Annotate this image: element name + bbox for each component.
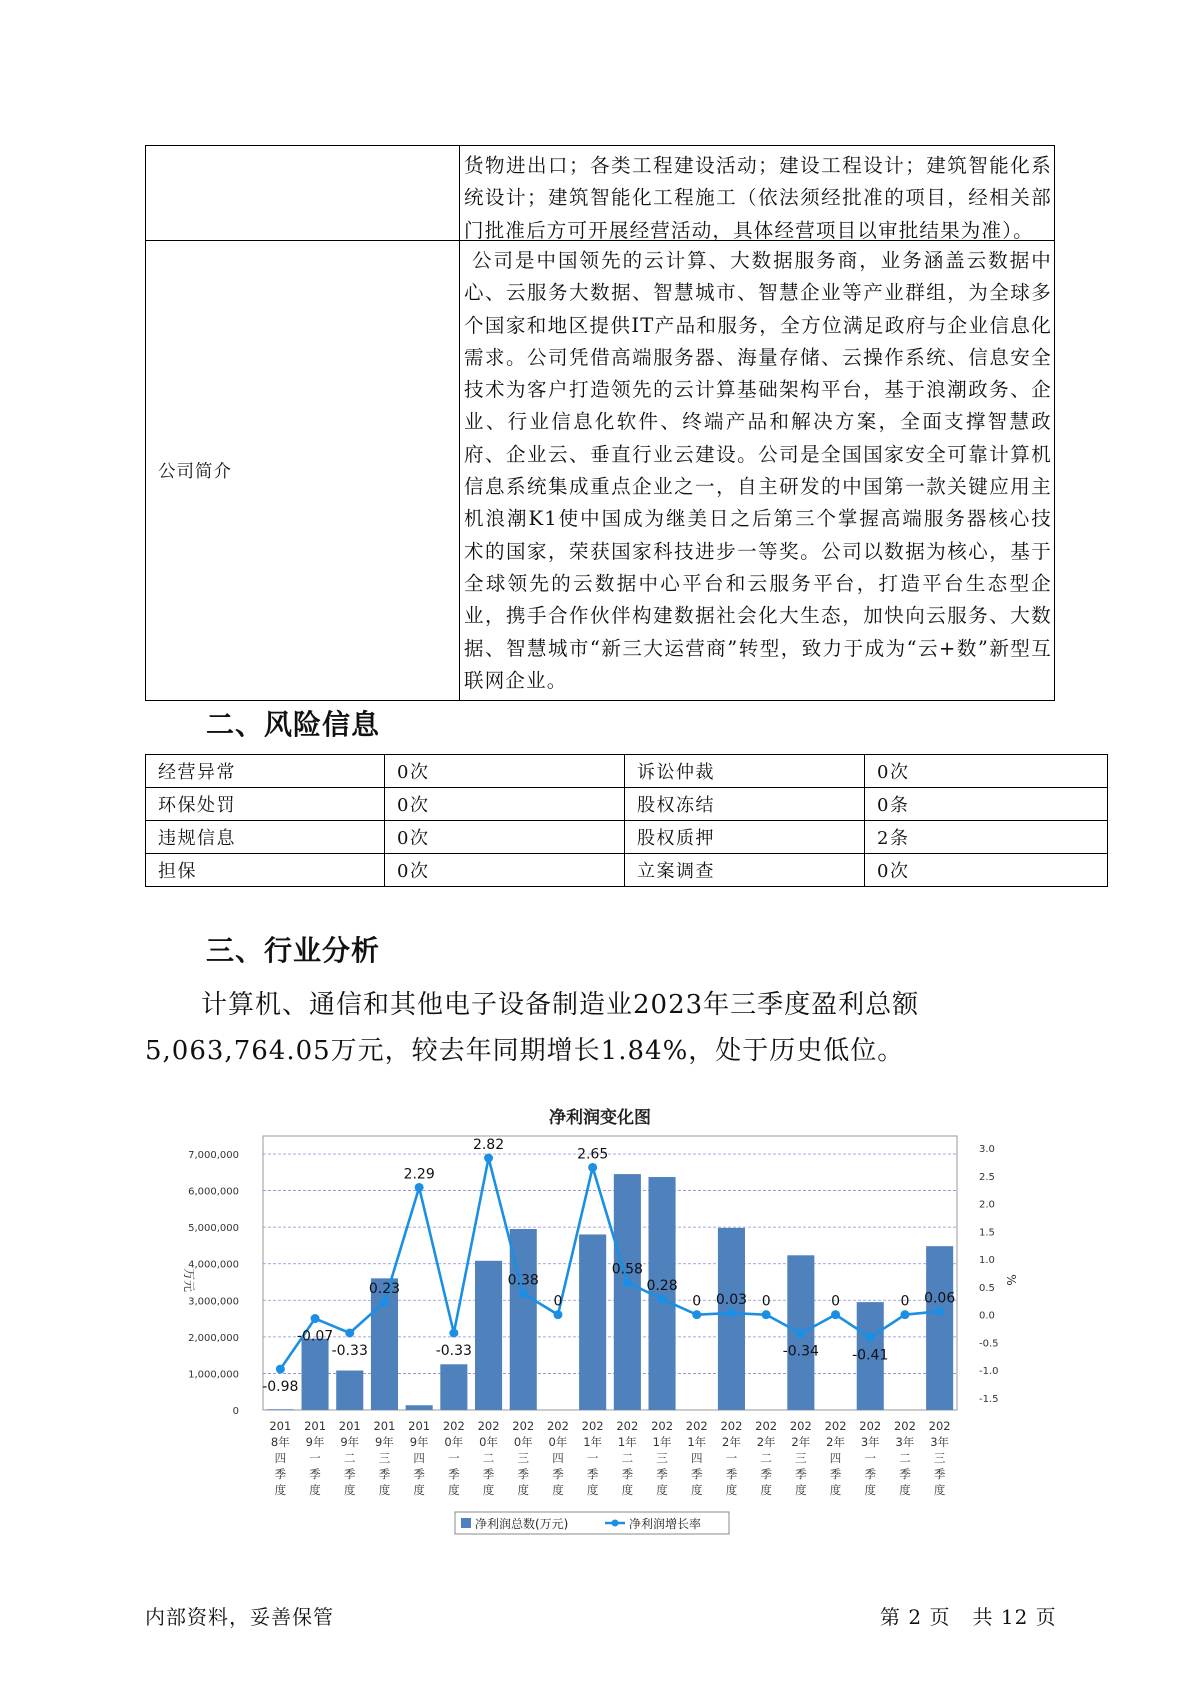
x-tick-label: 202 3年二季度	[893, 1419, 916, 1497]
data-label: 0	[761, 1293, 771, 1310]
growth-rate-point	[727, 1309, 736, 1318]
growth-rate-point	[553, 1310, 562, 1319]
growth-rate-point	[449, 1329, 458, 1338]
data-label: 0	[553, 1293, 563, 1310]
x-tick-label: 201 9年一季度	[304, 1419, 327, 1497]
risk-info-table	[145, 754, 1108, 887]
growth-rate-point	[762, 1310, 771, 1319]
x-tick-label: 202 3年三季度	[928, 1419, 951, 1497]
row-label: 公司简介	[146, 241, 460, 701]
y2-tick-label: -1.5	[979, 1394, 999, 1405]
risk-label: 经营异常	[146, 755, 385, 788]
risk-value: 0次	[385, 821, 625, 854]
x-tick-label: 202 3年一季度	[859, 1419, 882, 1497]
data-label: -0.98	[262, 1379, 299, 1396]
growth-rate-point	[276, 1365, 285, 1374]
x-tick-label: 202 1年四季度	[685, 1419, 708, 1497]
x-tick-label: 201 9年二季度	[338, 1419, 361, 1497]
bar	[336, 1371, 363, 1410]
x-tick-label: 202 2年一季度	[720, 1419, 743, 1497]
row-label	[146, 146, 460, 241]
growth-rate-point	[380, 1297, 389, 1306]
y2-tick-label: -0.5	[979, 1338, 999, 1350]
growth-rate-point	[588, 1163, 597, 1172]
y2-tick-label: 0.5	[979, 1282, 995, 1294]
bar	[924, 1246, 956, 1410]
y-axis-label: 万元	[182, 1267, 196, 1293]
table-row	[146, 241, 1055, 701]
data-label: 2.65	[577, 1146, 609, 1163]
x-tick-label: 201 9年四季度	[408, 1419, 431, 1497]
table-row	[146, 788, 1108, 821]
x-tick-label: 202 1年三季度	[651, 1419, 674, 1497]
bar	[267, 1409, 294, 1410]
y-tick-label: 6,000,000	[188, 1186, 239, 1198]
bar	[302, 1339, 329, 1410]
table-row	[146, 146, 1055, 241]
bar	[475, 1261, 502, 1410]
y2-axis-label: %	[1004, 1274, 1018, 1286]
data-label: 0.28	[646, 1278, 678, 1295]
y-tick-label: 2,000,000	[188, 1332, 239, 1344]
data-label: -0.41	[852, 1347, 889, 1364]
y2-tick-label: 3.0	[979, 1144, 995, 1155]
risk-value: 0条	[865, 788, 1108, 821]
company-profile-text: 公司是中国领先的云计算、大数据服务商，业务涵盖云数据中心、云服务大数据、智慧城市、智慧企业等产业群组，为全球多个国家和地区提供IT产品和服务，全方位满足政府与企业信息化需求。公司凭借高端服务器、海量存储、云操作系统、信息安全技术为客户打造领先的云计算基础架构平台，基于浪潮政务、企业、行业信息化软件、终端产品和解决方案，全面支撑智慧政府、企业云、垂直行业云建设。公司是全国国家安全可靠计算机信息系统集成重点企业之一，自主研发的中国第一款关键应用主机浪潮K1使中国成为继美日之后第三个掌握高端服务器核心技术的国家，荣获国家科技进步一等奖。公司以数据为核心，基于全球领先的云数据中心平台和云服务平台，打造平台生态型企业，携手合作伙伴构建数据社会化大生态，加快向云服务、大数据、智慧城市“新三大运营商”转型，致力于成为“云+数”新型互联网企业。	[464, 249, 1052, 692]
x-tick-label: 201 9年三季度	[373, 1419, 396, 1497]
risk-value: 0次	[385, 788, 625, 821]
y-tick-label: 3,000,000	[188, 1296, 239, 1308]
risk-label: 担保	[146, 854, 385, 887]
risk-label: 诉讼仲裁	[625, 755, 865, 788]
data-label: 0.06	[924, 1290, 956, 1307]
x-tick-label: 202 0年一季度	[442, 1419, 465, 1497]
table-row	[146, 755, 1108, 788]
data-label: 0	[831, 1293, 841, 1310]
y-tick-label: 7,000,000	[188, 1150, 239, 1161]
data-label: 2.29	[403, 1166, 435, 1183]
y-tick-label: 5,000,000	[188, 1223, 239, 1235]
bar	[406, 1405, 433, 1410]
data-label: -0.33	[331, 1343, 368, 1359]
data-label: 0	[900, 1293, 910, 1310]
business-scope-text: 货物进出口；各类工程建设活动；建设工程设计；建筑智能化系统设计；建筑智能化工程施工（依法须经批准的项目，经相关部门批准后方可开展经营活动，具体经营项目以审批结果为准）。	[464, 154, 1052, 242]
risk-label: 股权冻结	[625, 788, 865, 821]
growth-rate-point	[311, 1314, 320, 1323]
risk-label: 环保处罚	[146, 788, 385, 821]
data-label: -0.34	[782, 1343, 819, 1360]
data-label: 0.58	[611, 1261, 643, 1278]
risk-label: 违规信息	[146, 821, 385, 854]
footer-left: 内部资料，妥善保管	[145, 1605, 334, 1629]
x-tick-label: 202 0年二季度	[477, 1419, 500, 1497]
risk-value: 0次	[865, 854, 1108, 887]
table-row	[146, 854, 1108, 887]
growth-rate-point	[692, 1310, 701, 1319]
growth-rate-point	[900, 1310, 909, 1319]
row-value	[460, 146, 1055, 241]
y2-tick-label: 1.0	[979, 1255, 995, 1267]
y2-tick-label: 0.0	[979, 1310, 995, 1322]
industry-paragraph-text: 计算机、通信和其他电子设备制造业2023年三季度盈利总额5,063,764.05万元，较去年同期增长1.84%，处于历史低位。	[145, 990, 920, 1066]
growth-rate-point	[935, 1307, 944, 1316]
risk-value: 0次	[385, 854, 625, 887]
growth-rate-point	[345, 1329, 354, 1338]
x-tick-label: 202 0年四季度	[546, 1419, 569, 1497]
data-label: 0.23	[368, 1280, 401, 1297]
risk-value: 0次	[385, 755, 625, 788]
risk-label: 立案调查	[625, 854, 865, 887]
section-title-industry: 三、行业分析	[206, 934, 381, 967]
growth-rate-point	[796, 1329, 805, 1338]
legend-label-bar: 净利润总数(万元)	[475, 1517, 569, 1531]
section-title-risk: 二、风险信息	[206, 708, 381, 741]
legend-label-line: 净利润增长率	[629, 1517, 702, 1531]
legend-swatch-bar	[461, 1518, 471, 1528]
net-profit-chart	[145, 1130, 1055, 1550]
data-label: 0.38	[507, 1272, 539, 1289]
page-number: 第 2 页 共 12 页	[880, 1605, 1057, 1629]
y-tick-label: 1,000,000	[188, 1369, 239, 1381]
risk-value: 2条	[865, 821, 1108, 854]
y2-tick-label: 2.0	[979, 1199, 995, 1211]
growth-rate-point	[484, 1154, 493, 1163]
x-tick-label: 202 2年四季度	[824, 1419, 847, 1497]
bar	[611, 1174, 643, 1410]
y2-tick-label: 2.5	[979, 1171, 995, 1183]
bar	[579, 1234, 606, 1410]
plot-area	[263, 1136, 957, 1410]
row-value	[460, 241, 1055, 701]
growth-rate-point	[415, 1183, 424, 1192]
growth-rate-point	[866, 1333, 875, 1342]
bar	[440, 1364, 467, 1410]
data-label: 0.03	[715, 1292, 748, 1308]
company-info-table	[145, 145, 1055, 701]
x-tick-label: 202 2年三季度	[789, 1419, 812, 1497]
risk-value: 0次	[865, 755, 1108, 788]
growth-rate-point	[658, 1295, 667, 1304]
data-label: -0.33	[435, 1343, 472, 1359]
x-tick-label: 201 8年四季度	[269, 1419, 292, 1497]
table-row	[146, 821, 1108, 854]
x-tick-label: 202 2年二季度	[755, 1419, 778, 1497]
x-tick-label: 202 1年一季度	[581, 1419, 604, 1497]
risk-label: 股权质押	[625, 821, 865, 854]
data-label: -0.07	[296, 1328, 334, 1345]
y-tick-label: 4,000,000	[188, 1259, 239, 1271]
data-label: 0	[692, 1293, 702, 1310]
data-label: 2.82	[472, 1137, 505, 1153]
legend-swatch-point	[612, 1520, 619, 1527]
growth-rate-point	[831, 1310, 840, 1319]
y2-tick-label: 1.5	[979, 1227, 995, 1239]
y-tick-label: 0	[232, 1406, 239, 1417]
growth-rate-point	[519, 1289, 528, 1298]
bar	[715, 1228, 748, 1410]
growth-rate-point	[623, 1278, 632, 1287]
chart-title: 净利润变化图	[549, 1108, 651, 1128]
industry-paragraph	[145, 982, 1045, 1074]
x-tick-label: 202 0年三季度	[512, 1419, 535, 1497]
y2-tick-label: -1.0	[979, 1366, 999, 1378]
x-tick-label: 202 1年二季度	[616, 1419, 639, 1497]
